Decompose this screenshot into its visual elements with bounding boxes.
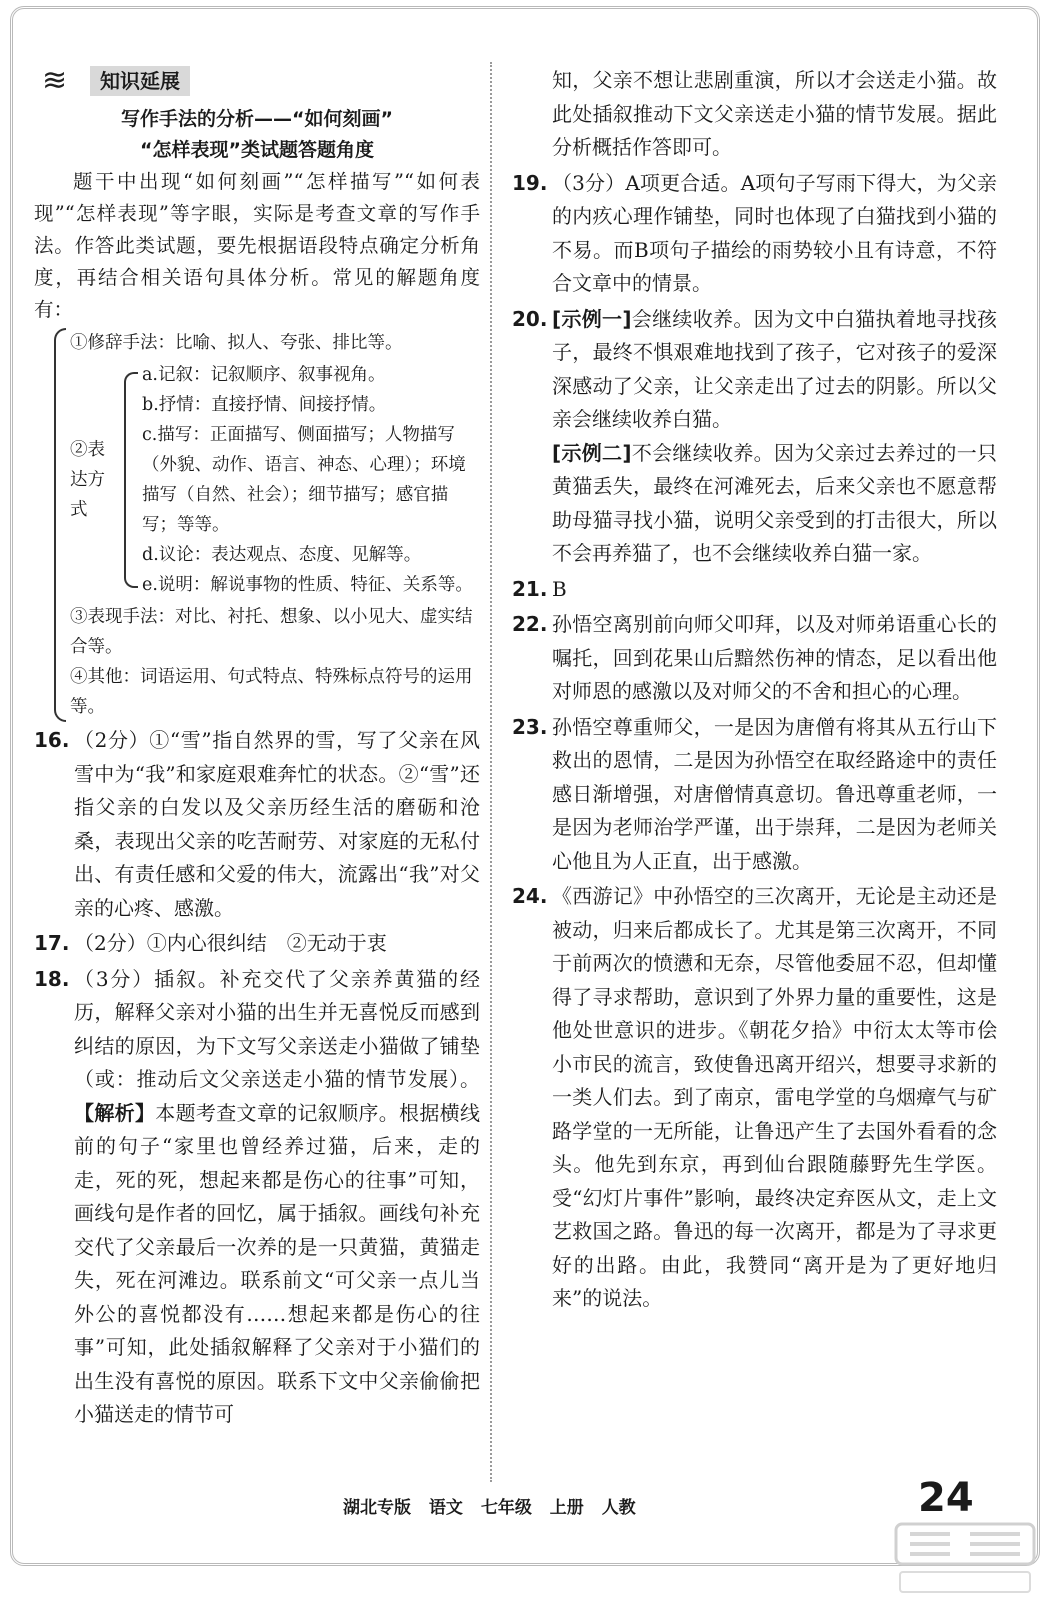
answer-22 [512,608,997,709]
answer-text: （2分）①内心很纠结 ②无动于衷 [74,931,387,955]
answer-17 [34,927,480,961]
left-column [34,64,480,1432]
answer-18-continuation: 知，父亲不想让悲剧重演，所以才会送走小猫。故此处插叙推动下文父亲送走小猫的情节发展。据此分析概括作答即可。 [552,68,997,159]
method-sub-item: c.描写：正面描写、侧面描写；人物描写（外貌、动作、语言、神态、心理）；环境描写（自然、社会）；细节描写；感官描写；等等。 [142,425,466,535]
method-technique: ③表现手法：对比、衬托、想象、以小见大、虚实结合等。 [70,607,473,657]
answer-text: 《西游记》中孙悟空的三次离开，无论是主动还是被动，归来后都成长了。尤其是第三次离开，不同于前两次的愤懑和无奈，尽管他委屈不忍，但却懂得了寻求帮助，意识到了外界力量的重要性，这是他处世意识的进步。《朝花夕拾》中衍太太等市侩小市民的流言，致使鲁迅离开绍兴，想要寻求新的一类人们去。到了南京，雷电学堂的乌烟瘴气与矿路学堂的一无所能，让鲁迅产生了去国外看看的念头。他先到东京，再到仙台跟随藤野先生学医。受“幻灯片事件”影响，最终决定弃医从文，走上文艺救国之路。鲁迅的每一次离开，都是为了寻求更好的出路。由此，我赞同“离开是为了更好地归来”的说法。 [552,884,997,1310]
answer-text: 孙悟空离别前向师父叩拜，以及对师弟语重心长的嘱托，回到花果山后黯然伤神的情态，足以看出他对师恩的感激以及对师父的不舍和担心的心理。 [552,612,997,703]
method-tree [34,328,480,722]
question-number: 23. [512,714,548,739]
answer-20 [512,303,997,571]
inner-bracket [124,372,138,588]
knowledge-title-line2: “怎样表现”类试题答题角度 [140,139,374,161]
right-column [512,64,997,1316]
question-number: 19. [512,170,548,195]
analysis-tag: 【解析】 [74,1100,156,1125]
answer-text: （3分）A项更合适。A项句子写雨下得大，为父亲的内疚心理作铺垫，同时也体现了白猫找到小猫的不易。而B项句子描绘的雨势较小且有诗意，不符合文章中的情景。 [552,170,997,295]
knowledge-intro: 题干中出现“如何刻画”“怎样描写”“如何表现”“怎样表现”等字眼，实际是考查文章的写作手法。作答此类试题，要先根据语段特点确定分析角度，再结合相关语句具体分析。常见的解题角度有： [34,170,480,321]
example-1-tag: [示例一] [552,306,632,331]
answer-24 [512,880,997,1316]
example-2-tag: [示例二] [552,440,632,465]
column-divider [490,62,492,1482]
method-expression-label: ②表达方式 [70,440,105,520]
example-2-text: 不会继续收养。因为父亲过去养过的一只黄猫丢失，最终在河滩死去，后来父亲也不愿意帮助母猫寻找小猫，说明父亲受到的打击很大，所以不会再养猫了，也不会继续收养白猫一家。 [552,440,998,565]
answer-21 [512,573,997,607]
answer-text: （3分）插叙。补充交代了父亲养黄猫的经历，解释父亲对小猫的出生并无喜悦反而感到纠结的原因，为下文写父亲送走小猫做了铺垫（或：推动后文父亲送走小猫的情节发展）。 [74,966,480,1091]
answer-19 [512,167,997,301]
question-number: 24. [512,884,548,908]
watermark-logo [890,1520,1040,1598]
method-rhetoric: ①修辞手法：比喻、拟人、夸张、排比等。 [70,333,403,353]
method-expression-group [34,360,480,600]
answer-text: 孙悟空尊重师父，一是因为唐僧有将其从五行山下救出的恩情，二是因为孙悟空在取经路途中的责任感日渐增强，对唐僧情真意切。鲁迅尊重老师，一是因为老师治学严谨，出于崇拜，二是因为老师关心他且为人正直，出于感激。 [552,714,997,873]
answer-16 [34,724,480,925]
question-number: 20. [512,306,548,331]
footer-grade: 七年级 [480,1498,532,1518]
footer-subject: 语文 [428,1498,463,1518]
footer-edition: 湖北专版 [343,1498,411,1518]
method-sub-item: e.说明：解说事物的性质、特征、关系等。 [142,575,473,595]
question-number: 21. [512,576,548,601]
wave-icon: ≋ [42,63,68,98]
method-sub-item: d.议论：表达观点、态度、见解等。 [142,545,422,565]
footer-volume: 上册 [549,1498,584,1518]
knowledge-extension-label: 知识延展 [90,66,190,96]
knowledge-extension-header [34,64,480,100]
method-sub-item: b.抒情：直接抒情、间接抒情。 [142,395,387,415]
knowledge-title-line1: 写作手法的分析——“如何刻画” [121,108,393,130]
question-number: 16. [34,728,70,752]
answer-text: （2分）①“雪”指自然界的雪，写了父亲在风雪中为“我”和家庭艰难奔忙的状态。②“雪”还指父亲的白发以及父亲历经生活的磨砺和沧桑，表现出父亲的吃苦耐劳、对家庭的无私付出、有责任感和父爱的伟大，流露出“我”对父亲的心疼、感激。 [74,728,480,920]
method-sub-item: a.记叙：记叙顺序、叙事视角。 [142,365,386,385]
analysis-text: 本题考查文章的记叙顺序。根据横线前的句子“家里也曾经养过猫，后来，走的走，死的死，想起来都是伤心的往事”可知，画线句是作者的回忆，属于插叙。画线句补充交代了父亲最后一次养的是一只黄猫，黄猫走失，死在河滩边。联系前文“可父亲一点儿当外公的喜悦都没有……想起来都是伤心的往事”可知，此处插叙解释了父亲对于小猫们的出生没有喜悦的原因。联系下文中父亲偷偷把小猫送走的情节可 [74,1100,481,1426]
answer-text: B [552,576,567,601]
answer-18 [34,963,480,1432]
question-number: 17. [34,931,70,955]
example-1-text: 会继续收养。因为文中白猫执着地寻找孩子，最终不惧艰难地找到了孩子，它对孩子的爱深深感动了父亲，让父亲走出了过去的阴影。所以父亲会继续收养白猫。 [552,306,998,431]
question-number: 22. [512,612,548,636]
footer-publisher: 人教 [601,1498,636,1518]
answer-23 [512,711,997,879]
question-number: 18. [34,966,70,991]
method-other: ④其他：词语运用、句式特点、特殊标点符号的运用等。 [70,667,473,717]
page-footer [0,1475,1053,1521]
page-number: 24 [918,1475,974,1521]
